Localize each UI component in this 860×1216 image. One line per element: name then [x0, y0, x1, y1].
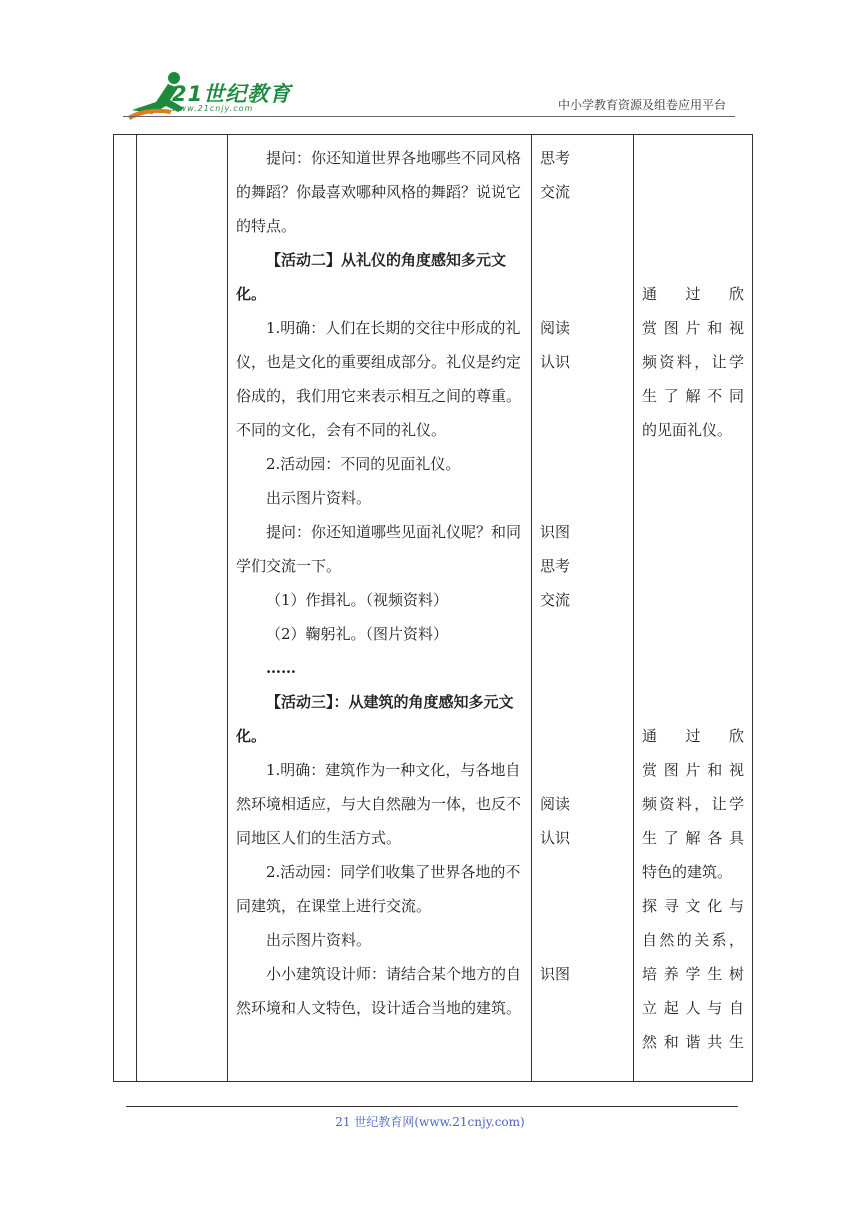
activity-cell	[228, 135, 532, 1082]
design-intent-line: 频资料，让学	[642, 795, 744, 813]
paragraph: 出示图片资料。	[266, 489, 372, 507]
ellipsis: ……	[266, 659, 296, 677]
lesson-table	[113, 134, 753, 1082]
design-intent-line: 赏图片和视	[642, 761, 744, 779]
footer-rule	[126, 1106, 738, 1107]
student-activity-cell	[532, 135, 634, 1082]
logo-url: www.21cnjy.com	[172, 104, 254, 113]
student-activity-line: 阅读	[540, 795, 571, 813]
blank-cell	[137, 135, 228, 1082]
paragraph: 提问：你还知道世界各地哪些不同风格的舞蹈？你最喜欢哪种风格的舞蹈？说说它的特点。	[236, 149, 522, 235]
student-activity-line: 交流	[540, 591, 571, 609]
design-intent-line: 生了解不同	[642, 387, 744, 405]
table-row	[114, 135, 753, 1082]
paragraph: 出示图片资料。	[266, 931, 372, 949]
design-intent-line: 的见面礼仪。	[642, 421, 733, 439]
student-activity-line: 阅读	[540, 319, 571, 337]
design-intent-line: 频资料，让学	[642, 353, 744, 371]
paragraph: （1）作揖礼。（视频资料）	[266, 591, 449, 609]
design-intent-line: 生了解各具	[642, 829, 744, 847]
design-intent-line: 探寻文化与	[642, 897, 744, 915]
activity-heading: 【活动三】：从建筑的角度感知多元文化。	[236, 693, 514, 745]
paragraph: （2）鞠躬礼。（图片资料）	[266, 625, 449, 643]
design-intent-line: 立起人与自	[642, 999, 744, 1017]
design-intent-line: 自然的关系，	[642, 931, 744, 949]
paragraph: 1.明确：人们在长期的交往中形成的礼仪，也是文化的重要组成部分。礼仪是约定俗成的，我们用它来表示相互之间的尊重。不同的文化，会有不同的礼仪。	[236, 319, 522, 439]
logo-text: 21世纪教育	[172, 82, 292, 106]
paragraph: 2.活动园：不同的见面礼仪。	[266, 455, 461, 473]
student-activity-line: 识图	[540, 965, 571, 983]
paragraph: 2.活动园：同学们收集了世界各地的不同建筑，在课堂上进行交流。	[236, 863, 521, 915]
student-activity-line: 识图	[540, 523, 571, 541]
student-activity-line: 思考	[540, 149, 571, 167]
paragraph: 小小建筑设计师：请结合某个地方的自然环境和人文特色，设计适合当地的建筑。	[236, 965, 522, 1017]
design-intent-line: 然和谐共生	[642, 1033, 744, 1051]
design-intent-line: 赏图片和视	[642, 319, 744, 337]
design-intent-line: 通过欣	[642, 285, 744, 303]
footer-link[interactable]: 21 世纪教育网(www.21cnjy.com)	[335, 1115, 525, 1129]
blank-cell	[114, 135, 137, 1082]
design-intent-line: 特色的建筑。	[642, 863, 733, 881]
paragraph: 提问：你还知道哪些见面礼仪呢？和同学们交流一下。	[236, 523, 522, 575]
student-activity-line: 认识	[540, 829, 571, 847]
design-intent-line: 通过欣	[642, 727, 744, 745]
student-activity-line: 思考	[540, 557, 571, 575]
platform-title: 中小学教育资源及组卷应用平台	[557, 98, 726, 112]
activity-heading: 【活动二】从礼仪的角度感知多元文化。	[236, 251, 507, 303]
student-activity-line: 认识	[540, 353, 571, 371]
paragraph: 1.明确：建筑作为一种文化，与各地自然环境相适应，与大自然融为一体，也反不同地区人们的生活方式。	[236, 761, 522, 847]
design-intent-cell	[634, 135, 753, 1082]
header-rule	[123, 116, 735, 117]
student-activity-line: 交流	[540, 183, 571, 201]
page-header	[0, 0, 860, 130]
design-intent-line: 培养学生树	[642, 965, 744, 983]
